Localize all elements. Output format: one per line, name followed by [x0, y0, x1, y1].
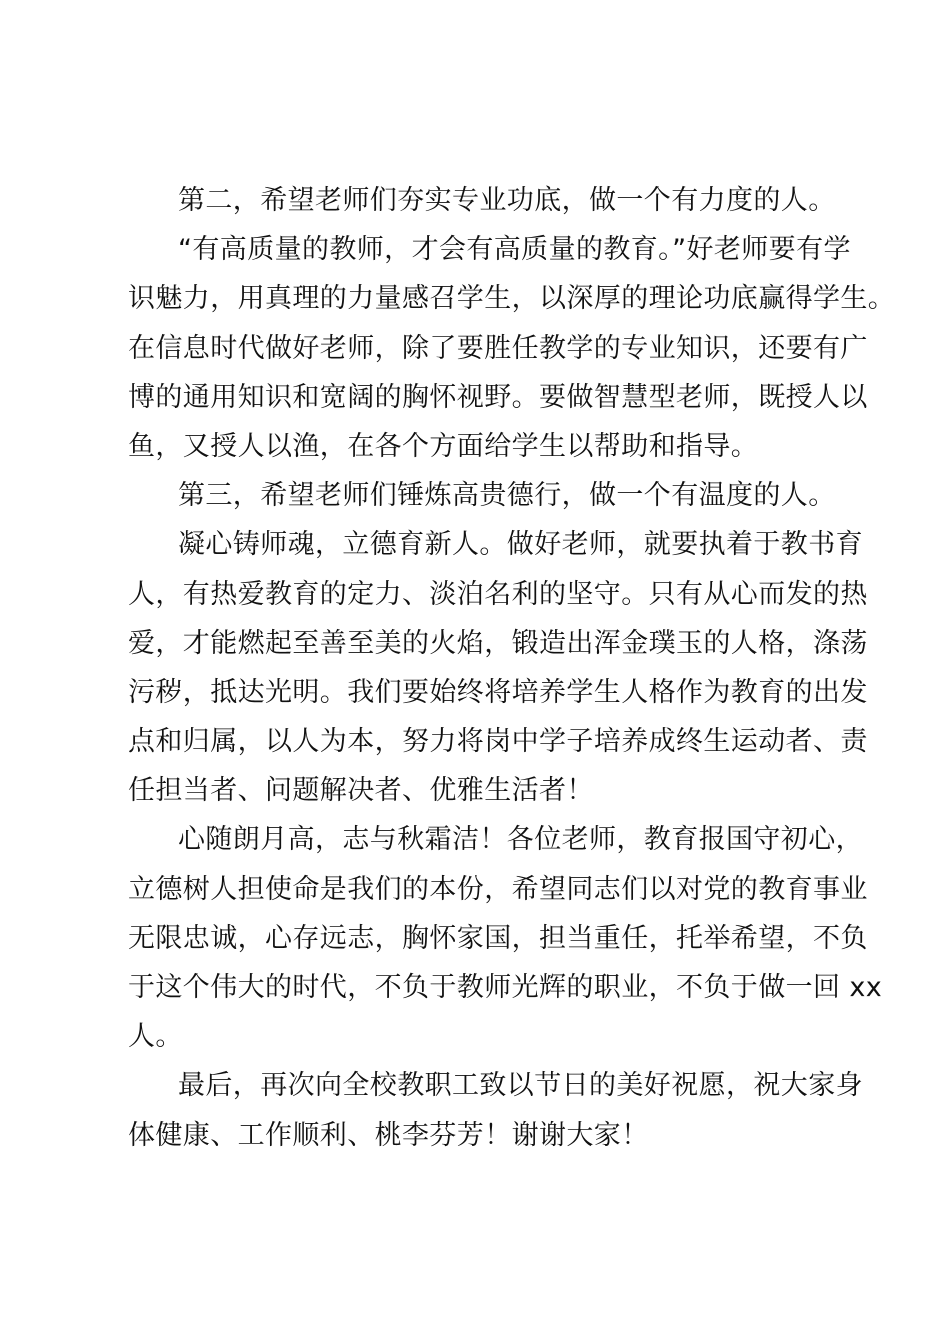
- text-line: 凝心铸师魂，立德育新人。做好老师，就要执着于教书育: [178, 529, 863, 561]
- text-line: 博的通用知识和宽阔的胸怀视野。要做智慧型老师，既授人以: [128, 381, 868, 413]
- text-line: 污秽，抵达光明。我们要始终将培养学生人格作为教育的出发: [128, 676, 868, 708]
- text-line: 于这个伟大的时代，不负于教师光辉的职业，不负于做一回 xx: [128, 972, 883, 1003]
- text-line: 在信息时代做好老师，除了要胜任教学的专业知识，还要有广: [128, 332, 868, 364]
- text-line: 爱，才能燃起至善至美的火焰，锻造出浑金璞玉的人格，涤荡: [128, 627, 868, 659]
- text-line: 人，有热爱教育的定力、淡泊名利的坚守。只有从心而发的热: [128, 578, 868, 610]
- text-line: 立德树人担使命是我们的本份，希望同志们以对党的教育事业: [128, 873, 868, 905]
- text-line: 体健康、工作顺利、桃李芬芳！谢谢大家！: [128, 1119, 649, 1151]
- text-line: 心随朗月高，志与秋霜洁！各位老师，教育报国守初心，: [178, 824, 863, 856]
- text-line: 最后，再次向全校教职工致以节日的美好祝愿，祝大家身: [178, 1070, 863, 1102]
- text-line: “有高质量的教师，才会有高质量的教育。”好老师要有学: [178, 234, 851, 266]
- text-line: 任担当者、问题解决者、优雅生活者！: [128, 775, 594, 807]
- text-line: 第三，希望老师们锤炼高贵德行，做一个有温度的人。: [178, 480, 836, 512]
- document-body: [128, 176, 896, 1160]
- text-line: 鱼，又授人以渔，在各个方面给学生以帮助和指导。: [128, 430, 759, 462]
- text-line: 无限忠诚，心存远志，胸怀家国，担当重任，托举希望，不负: [128, 922, 868, 954]
- text-line: 第二，希望老师们夯实专业功底，做一个有力度的人。: [178, 185, 836, 216]
- text-line: 识魅力，用真理的力量感召学生，以深厚的理论功底赢得学生。: [128, 283, 896, 315]
- text-line: 点和归属，以人为本，努力将岗中学子培养成终生运动者、责: [128, 726, 868, 758]
- text-line: 人。: [128, 1021, 183, 1053]
